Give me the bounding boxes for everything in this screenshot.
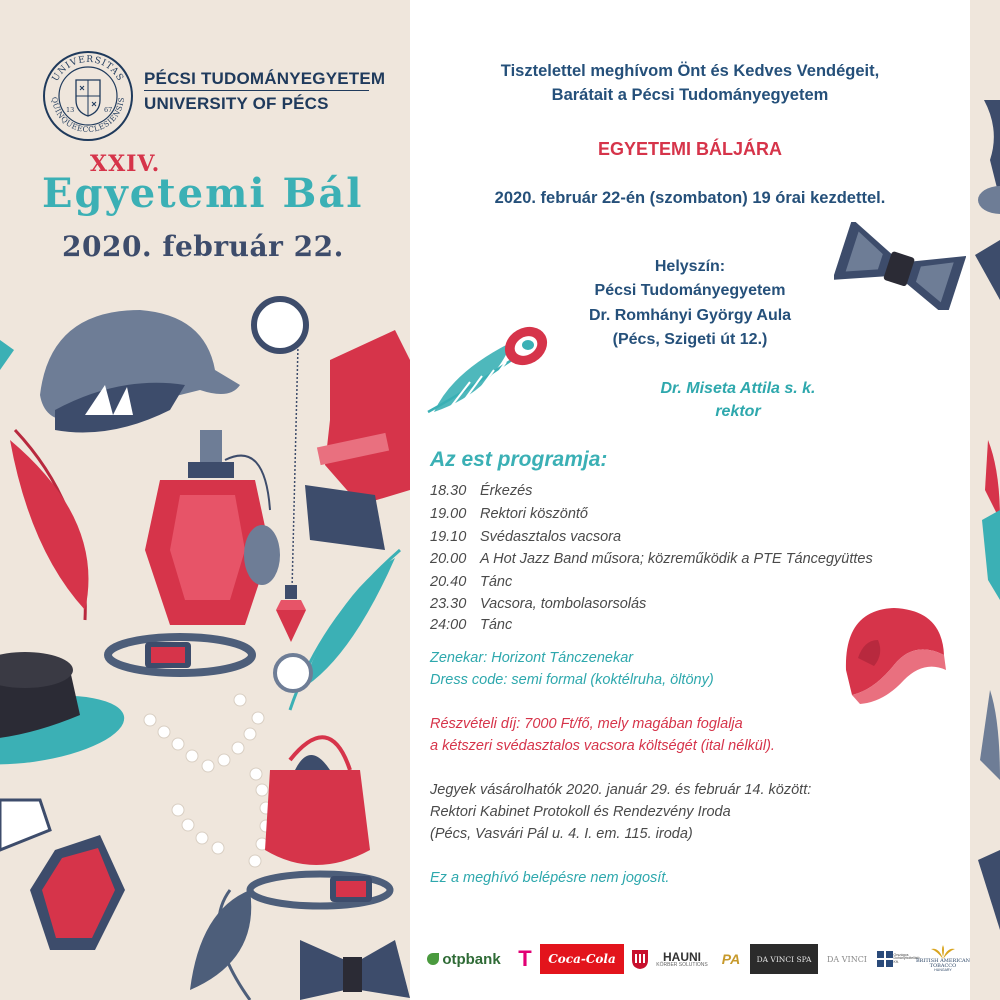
bracelet-icon-2 [250,874,390,906]
band-info: Zenekar: Horizont Tánczenekar [430,650,634,666]
bat-flower-icon [931,945,955,959]
venue-line-2: Dr. Romhányi György Aula [588,307,792,324]
program-label: Tánc [480,574,513,590]
program-time: 19.00 [430,506,467,522]
program-time: 18.30 [430,483,467,499]
ball-title: Egyetemi Bál [42,170,364,217]
bowtie-icon-bottom [300,940,410,1000]
program-item [430,574,512,590]
red-glove-icon [305,330,410,550]
rector-name: Dr. Miseta Attila s. k. [660,380,816,397]
program-time: 23.30 [430,596,467,612]
event-time: 2020. február 22-én (szombaton) 19 órai kezdettel. [494,189,886,207]
program-heading: Az est programja: [430,448,608,471]
program-time: 19.10 [430,529,467,545]
university-seal-icon [42,50,134,142]
brooch-icon [275,655,311,691]
pearl-necklace-icon [144,694,272,867]
ball-date: 2020. február 22. [62,230,344,263]
hauni-sublabel: KÖRBER SOLUTIONS [656,961,708,968]
program-label: Tánc [480,617,513,633]
ball-edition-number: XXIV. [90,151,161,177]
bat-logo [916,938,970,980]
tickets-line-2: Rektori Kabinet Protokoll és Rendezvény Iroda [430,804,731,820]
university-name-hu: PÉCSI TUDOMÁNYEGYETEM [144,69,386,88]
top-hat-icon [0,652,129,775]
intro-line-1: Tisztelettel meghívom Önt és Kedves Vendégeit, [500,62,880,80]
slate-feather-icon [190,890,251,1000]
right-decorative-strip [970,0,1000,1000]
rector-title: rektor [715,403,761,420]
bat-line-3: HUNGARY [934,968,952,973]
dohanybolt-logo [876,944,920,974]
venue-line-3: (Pécs, Szigeti út 12.) [612,331,768,348]
otpbank-label: otpbank [442,950,501,968]
ball-heading: EGYETEMI BÁLJÁRA [597,139,783,159]
right-strip-illustration [970,0,1000,1000]
invitation-card [410,0,970,1000]
hauni-logo [652,944,712,974]
fee-line-2: a kétszeri svédasztalos vacsora költségét (ital nélkül). [430,738,775,754]
red-cloche-hat-icon [834,600,954,710]
program-item [430,596,646,612]
bracelet-icon [108,637,252,673]
bat-line-2: TOBACCO [929,963,957,970]
venue-label: Helyszín: [654,258,726,275]
bat-line-1: BRITISH AMERICAN [915,958,971,965]
davinci-spa-logo: DA VINCI SPA [750,944,818,974]
disclaimer: Ez a meghívó belépésre nem jogosít. [430,870,670,886]
cloche-hat-icon [40,310,240,433]
hauni-label: HAUNI [663,949,701,964]
program-item [430,529,621,545]
program-item [430,617,512,633]
program-item [430,551,873,567]
program-label: Rektori köszöntő [480,506,588,522]
program-label: Vacsora, tombolasorsolás [480,596,647,612]
dohanybolt-label: Országos Dohányboltellátó Kft. [893,952,920,964]
program-label: A Hot Jazz Band műsora; közreműködik a PTE Táncegyüttes [480,551,873,567]
otpbank-logo [420,944,508,974]
dress-code: Dress code: semi formal (koktélruha, öltöny) [430,672,714,688]
otp-leaf-icon [427,953,439,965]
venue-line-1: Pécsi Tudományegyetem [594,282,786,299]
red-feather-icon [10,430,88,620]
handbag-icon [265,737,370,865]
telekom-logo: T [518,946,532,971]
university-name-divider [144,90,369,91]
tickets-line-1: Jegyek vásárolhatók 2020. január 29. és február 14. között: [430,782,812,798]
compact-mirror-icon [0,800,125,950]
davinci-wellness-logo: DA VINCI [827,954,867,964]
program-time: 20.00 [430,551,467,567]
seal-year-right: 67 [104,106,113,114]
hauni-emblem-icon [630,944,650,974]
program-item [430,483,532,499]
program-label: Érkezés [480,483,533,499]
vintage-accessories-illustration [0,290,410,1000]
ruby-pendant-icon [276,585,306,642]
svg-text:QUINQUEECCLESIENSIS: QUINQUEECCLESIENSIS [49,96,127,135]
program-time: 20.40 [430,574,467,590]
svg-text:UNIVERSITAS: UNIVERSITAS [50,54,126,84]
dohanybolt-emblem-icon [877,951,893,967]
left-decorative-panel [0,0,410,1000]
program-label: Svédasztalos vacsora [480,529,622,545]
program-item [430,506,588,522]
seal-year-left: 13 [66,106,75,114]
cocacola-logo: Coca-Cola [540,944,624,974]
pa-logo: PA [721,951,741,967]
tickets-line-3: (Pécs, Vasvári Pál u. 4. I. em. 115. iroda) [430,826,693,842]
intro-line-2: Barátait a Pécsi Tudományegyetem [551,86,829,104]
sponsor-logos [420,938,971,982]
university-name-en: UNIVERSITY OF PÉCS [144,94,329,113]
fee-line-1: Részvételi díj: 7000 Ft/fő, mely magában foglalja [430,716,743,732]
program-time: 24:00 [430,617,467,633]
teal-corner-shape [0,340,14,370]
perfume-bottle-icon [145,430,280,625]
